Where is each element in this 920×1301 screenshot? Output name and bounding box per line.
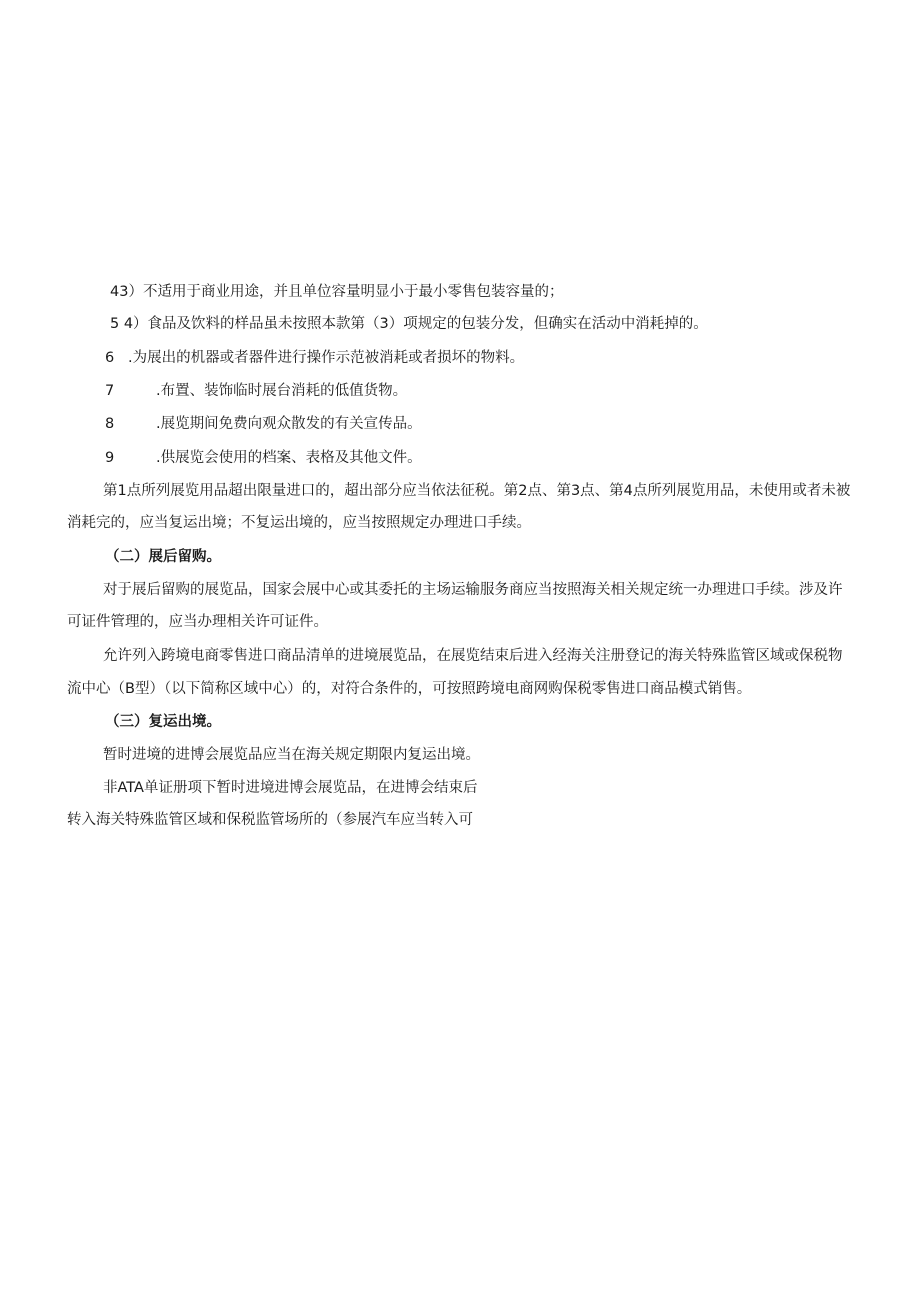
list-item-text-6: .为展出的机器或者器件进行操作示范被消耗或者损坏的物料。 xyxy=(128,350,525,366)
paragraph-reexport: 暂时进境的进博会展览品应当在海关规定期限内复运出境。 xyxy=(103,747,480,763)
paragraph-crossborder-line-1: 允许列入跨境电商零售进口商品清单的进境展览品，在展览结束后进入经海关注册登记的海关特殊监管区域或保税物 xyxy=(103,648,843,664)
section-heading-3: （三）复运出境。 xyxy=(105,714,221,730)
section-heading-2: （二）展后留购。 xyxy=(105,549,221,565)
list-item-number-9: 9 xyxy=(105,450,115,466)
paragraph-limit-line-1: 第1点所列展览用品超出限量进口的，超出部分应当依法征税。第2点、第3点、第4点所列展览用品，未使用或者未被 xyxy=(103,483,851,499)
paragraph-purchase-line-2: 可证件管理的，应当办理相关许可证件。 xyxy=(67,614,328,630)
paragraph-crossborder-line-2: 流中心（B型）（以下简称区域中心）的，对符合条件的，可按照跨境电商网购保税零售进口商品模式销售。 xyxy=(67,681,752,697)
list-item-number-7: 7 xyxy=(105,383,115,399)
list-item-number-6: 6 xyxy=(105,350,115,366)
paragraph-ata-line-2: 转入海关特殊监管区域和保税监管场所的（参展汽车应当转入可 xyxy=(67,812,473,828)
paragraph-ata-line-1: 非ATA单证册项下暂时进境进博会展览品，在进博会结束后 xyxy=(103,780,478,796)
paragraph-limit-line-2: 消耗完的，应当复运出境；不复运出境的，应当按照规定办理进口手续。 xyxy=(67,515,531,531)
list-item-text-8: .展览期间免费向观众散发的有关宣传品。 xyxy=(156,416,422,432)
list-item-4-3: 43）不适用于商业用途，并且单位容量明显小于最小零售包装容量的； xyxy=(110,284,564,300)
paragraph-purchase-line-1: 对于展后留购的展览品，国家会展中心或其委托的主场运输服务商应当按照海关相关规定统一办理进口手续。涉及许 xyxy=(103,582,843,598)
list-item-text-9: .供展览会使用的档案、表格及其他文件。 xyxy=(156,450,422,466)
list-item-number-8: 8 xyxy=(105,416,115,432)
list-item-5-4: 5 4）食品及饮料的样品虽未按照本款第（3）项规定的包装分发，但确实在活动中消耗掉的。 xyxy=(110,316,708,332)
list-item-text-7: .布置、装饰临时展台消耗的低值货物。 xyxy=(156,383,408,399)
